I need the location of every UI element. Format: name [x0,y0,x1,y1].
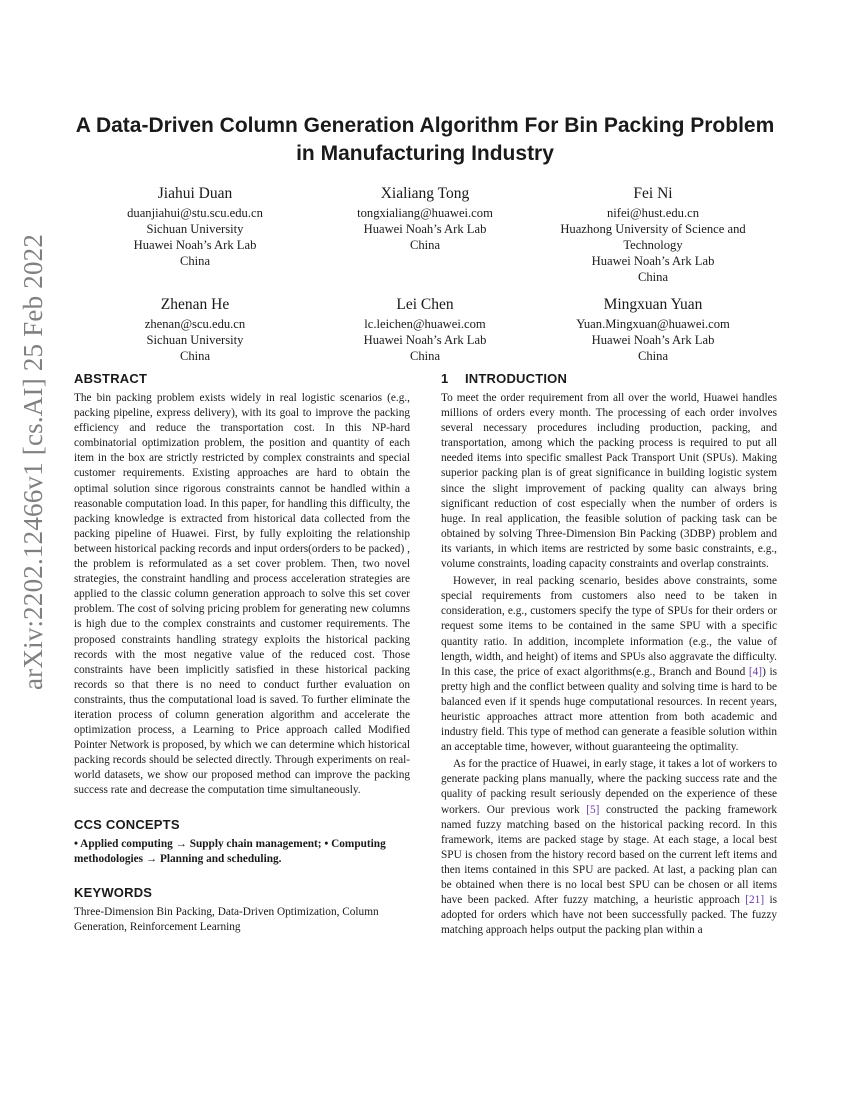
author-affiliation: Sichuan University [146,333,244,347]
ccs-text: • Applied computing → Supply chain management; • Computing methodologies → Planning and scheduling. [74,837,386,865]
ccs-heading: CCS CONCEPTS [74,816,180,832]
right-column [441,370,777,938]
author-email: nifei@hust.edu.cn [606,206,700,220]
left-column [74,370,410,935]
abstract-heading: ABSTRACT [74,371,148,386]
author-name: Xialiang Tong [380,185,470,202]
author-name: Lei Chen [396,296,454,313]
paragraph-text: As for the practice of Huawei, in early stage, it takes a lot of workers to generate packing plans manually, where the packing success rate and the quality of packing result seriously depended on the experience of these workers. Our previous work [441,758,777,816]
author-name: Jiahui Duan [157,185,233,202]
section-title: INTRODUCTION [465,371,568,386]
author-block [315,184,535,253]
intro-paragraph [441,574,777,755]
abstract-text: The bin packing problem exists widely in real logistic scenarios (e.g., packing pipeline, express delivery), with its goal to improve the packing efficiency and reduce the transportation cost. In this NP-hard combinatorial optimization problem, the position and quantity of each item in the box are strictly restricted by complex constraints and special customer requirements. Existing approaches are hard to obtain the optimal solution since rigorous constraints cannot be handled within a reasonable computation load. In this paper, for handling this difficulty, the packing knowledge is extracted from historical data collected from the packing pipeline of Huawei. First, by fully exploiting the relationship between historical packing records and input orders(orders to be packed) , the problem is reformulated as a set cover problem. Then, two novel strategies, the constraint handling and process acceleration strategies are applied to the classic column generation approach to solve this set cover problem. The cost of solving pricing problem for generating new columns is high due to the complex constraints and customer requirements. The proposed constraints handling strategy exploits the historical packing records with the most negative value of the reduced cost. Those constraints have been implicitly satisfied in these historical packing records so that there is no need to conduct further evaluation on constraints, thus the computational load is saved. To further eliminate the iteration process of column generation algorithm and accelerate the optimization process, a Learning to Price approach called Modified Pointer Network is proposed, by which we can determine which historical packing records should be selected directly. Through experiments on real-world datasets, we show our proposed method can improve the packing success rate and decrease the computation time simultaneously. [74,392,410,797]
paragraph-text: However, in real packing scenario, besides above constraints, some special requirements from customers also need to be taken in consideration, e.g., customers specify the type of SPUs for their orders or request some items to be contained in the same SPU with a specific quantity ratio. In addition, incomplete information (e.g., the value of length, width, and height) of items and SPUs also aggravate the difficulty. In this case, the price of exact algorithms(e.g., Branch and Bound [441,575,777,678]
author-block [543,295,763,364]
paragraph-text: is adopted for orders which have not been successfully packed. The fuzzy matching approach helps output the packing plan within a [441,894,777,937]
arxiv-identifier: arXiv:2202.12466v1 [cs.AI] 25 Feb 2022 [18,233,48,690]
author-name: Fei Ni [633,185,673,202]
section-number: 1 [441,371,449,386]
citation-link[interactable]: [5] [586,803,600,816]
author-affiliation: Huawei Noah’s Ark Lab [591,333,715,347]
author-email: zhenan@scu.edu.cn [144,317,246,331]
author-affiliation: Huawei Noah’s Ark Lab [591,254,715,268]
author-affiliation: Huawei Noah’s Ark Lab [363,222,487,236]
intro-paragraph: To meet the order requirement from all over the world, Huawei handles millions of orders every month. The processing of each order involves several necessary procedures including production, packing, and transportation, among which the packing process is required to put all needed items into specific smallest Pack Transport Unit (SPUs). Making superior packing plan is of great significance in building logistic system since the slight improvement of packing quality can always bring significant reduction of cost especially when the number of orders is huge. In real application, the feasible solution of packing task can be obtained by solving Three-Dimension Bin Packing (3DBP) problem and its variants, in which items are restricted by some basic constraints, e.g., volume constraints, loading capacity constraints and overlap constraints. [441,392,777,571]
author-affiliation: Sichuan University [146,222,244,236]
author-country: China [409,349,441,363]
author-block [85,184,305,269]
author-block [543,184,763,285]
citation-link[interactable]: [4] [748,665,763,678]
citation-link[interactable]: [21] [745,894,765,907]
author-country: China [179,349,211,363]
author-country: China [637,349,669,363]
author-name: Mingxuan Yuan [603,296,703,313]
author-affiliation: Huazhong University of Science and Technology [560,222,746,252]
author-country: China [409,238,441,252]
keywords-heading: KEYWORDS [74,884,153,900]
author-country: China [637,270,669,284]
author-email: Yuan.Mingxuan@huawei.com [576,317,730,331]
author-affiliation: Huawei Noah’s Ark Lab [133,238,257,252]
introduction-heading [441,370,777,387]
paper-title: A Data-Driven Column Generation Algorithm For Bin Packing Problem in Manufacturing Industry [75,114,775,165]
paragraph-text: constructed the packing framework named fuzzy matching based on the historical packing record. In this framework, items are packed stage by stage. At each stage, a local best SPU is chosen from the history record based on the current left items and then items contained in this SPU are packed. At last, a packing plan can be obtained when there is no local best SPU can be chosen or all items have been packed. After fuzzy matching, a heuristic approach [441,803,777,907]
author-email: lc.leichen@huawei.com [364,317,486,331]
keywords-text: Three-Dimension Bin Packing, Data-Driven Optimization, Column Generation, Reinforcement Learning [74,905,379,933]
author-email: tongxialiang@huawei.com [357,206,493,220]
author-email: duanjiahui@stu.scu.edu.cn [127,206,263,220]
intro-paragraph [441,757,777,938]
author-affiliation: Huawei Noah’s Ark Lab [363,333,487,347]
paragraph-text: ) is pretty high and the conflict between quality and solving time is hard to be balanced even if it spends huge computational resources. In recent years, heuristic approaches attract more attention from both academic and industry field. This type of method can generate a feasible solution within an acceptable time, however, without guaranteeing the optimality. [441,665,777,754]
author-block [85,295,305,364]
author-country: China [179,254,211,268]
author-block [315,295,535,364]
author-name: Zhenan He [160,296,230,313]
